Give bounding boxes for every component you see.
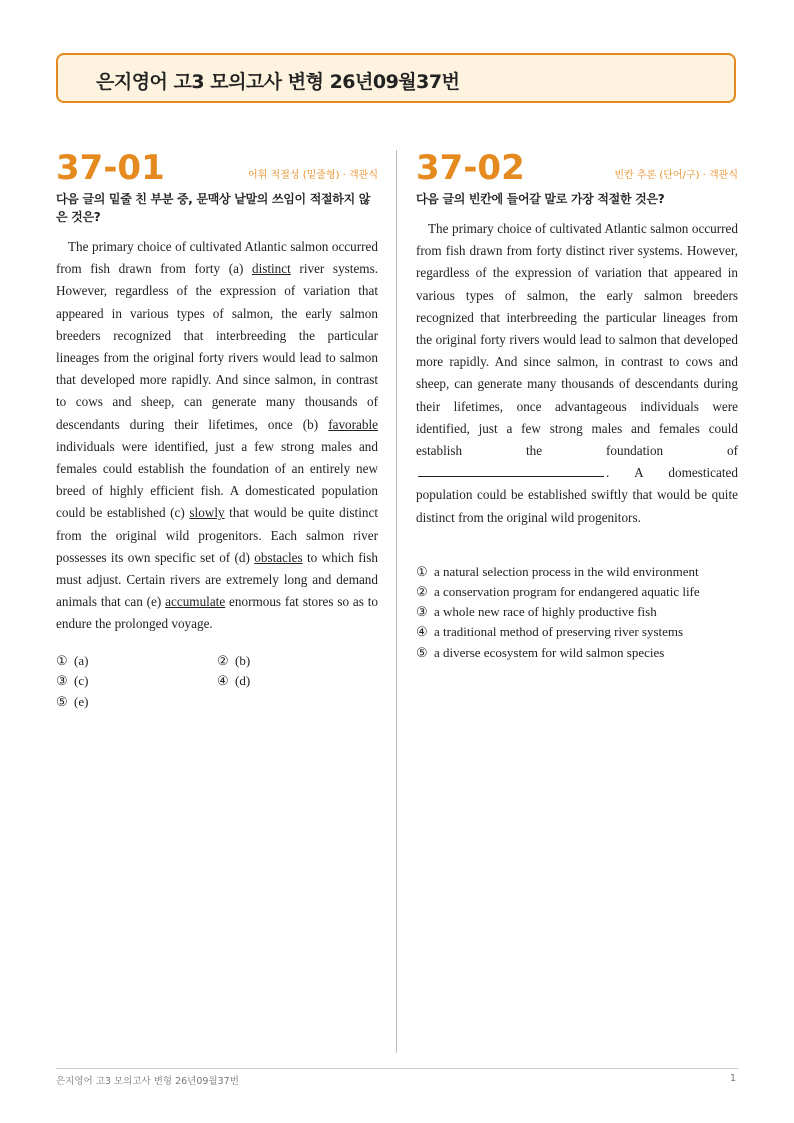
option-text: (d) [235, 673, 251, 689]
option-mark: ⑤ [56, 693, 68, 709]
option-text: (e) [74, 693, 89, 709]
question-header [56, 150, 378, 188]
passage-text: The primary choice of cultivated Atlantic salmon occurred from fish drawn from forty distinct river systems. However, regardless of the expression of variation that appeared in various types of salmon, the early salmon breeders recognized that interbreeding the particular lineages from the original forty rivers would lead to salmon that developed more rapidly. And since salmon, in contrast to cows and sheep, can generate many thousands of descendants during their lifetimes, once advantageous individuals were identified, just a few strong males and females could establish the foundation of [416, 221, 738, 459]
option-3[interactable] [416, 602, 738, 622]
passage [416, 218, 738, 529]
passage-text: enormous fat stores so as to endure the prolonged voyage. [56, 594, 378, 632]
page-title: 은지영어 고3 모의고사 변형 26년09월37번 [96, 71, 460, 93]
option-5[interactable] [56, 692, 224, 713]
question-number: 37-01 [56, 148, 165, 188]
page-number: 1 [729, 1073, 736, 1084]
option-mark: ③ [56, 673, 68, 689]
passage-text: The primary choice of cultivated Atlantic salmon occurred from fish drawn from forty (a) [56, 239, 378, 277]
option-mark: ② [217, 652, 229, 668]
option-4[interactable] [217, 671, 378, 692]
column-divider [396, 150, 397, 1053]
underlined-c: slowly [189, 505, 225, 521]
option-mark: ④ [416, 624, 428, 640]
underlined-d: obstacles [254, 549, 303, 565]
answer-options [416, 562, 738, 663]
option-text: a whole new race of highly productive fish [434, 604, 657, 620]
question-type: 빈칸 추론 (단어/구) · 객관식 [614, 170, 738, 181]
option-1[interactable] [56, 651, 217, 672]
option-text: a traditional method of preserving river systems [434, 624, 684, 640]
option-mark: ③ [416, 604, 428, 620]
question-prompt: 다음 글의 빈칸에 들어갈 말로 가장 적절한 것은? [416, 192, 665, 206]
footer-divider [56, 1068, 738, 1069]
passage [56, 236, 378, 636]
option-text: a diverse ecosystem for wild salmon species [434, 644, 665, 660]
underlined-a: distinct [251, 261, 291, 277]
option-text: (b) [235, 652, 251, 668]
option-text: a natural selection process in the wild environment [434, 563, 699, 579]
passage-text: individuals were identified, just a few strong males and females could establish the foundation of an entirely new breed of highly efficient fish. A domesticated population could be established (c) [56, 438, 378, 521]
option-2[interactable] [416, 582, 738, 602]
answer-blank [418, 464, 604, 477]
option-mark: ① [56, 652, 68, 668]
option-text: (c) [74, 673, 89, 689]
option-mark: ① [416, 563, 428, 579]
answer-options [56, 651, 378, 713]
option-2[interactable] [217, 651, 378, 672]
question-37-02 [416, 150, 738, 663]
passage-text: to which fish must adjust. Certain rivers are extremely long and demand animals that can (e) [56, 549, 378, 610]
title-banner [56, 53, 736, 103]
option-mark: ② [416, 584, 428, 600]
option-text: a conservation program for endangered aquatic life [434, 584, 700, 600]
question-header [416, 150, 738, 188]
underlined-e: accumulate [165, 594, 226, 610]
question-type: 어휘 적절성 (밑줄형) · 객관식 [248, 170, 378, 181]
option-1[interactable] [416, 562, 738, 582]
passage-text: that would be quite distinct from the original wild progenitors. Each salmon river possesses its own specific set of (d) [56, 505, 378, 565]
question-number: 37-02 [416, 148, 525, 188]
option-mark: ⑤ [416, 644, 428, 660]
option-mark: ④ [217, 673, 229, 689]
question-37-01 [56, 150, 378, 712]
passage-text: river systems. However, regardless of the expression of variation that appeared in various types of salmon, the early salmon breeders recognized that interbreeding the particular lineages from the original forty rivers would lead to salmon that developed more rapidly. And since salmon, in contrast to cows and sheep, can generate many thousands of descendants during their lifetimes, once (b) [56, 261, 378, 432]
option-3[interactable] [56, 671, 217, 692]
option-text: (a) [74, 652, 89, 668]
footer-title: 은지영어 고3 모의고사 변형 26년09월37번 [56, 1076, 239, 1087]
option-5[interactable] [416, 643, 738, 663]
passage-text: . A domesticated population could be established swiftly that would be quite distinct from the original wild progenitors. [416, 465, 738, 525]
option-4[interactable] [416, 622, 738, 642]
question-prompt: 다음 글의 밑줄 친 부분 중, 문맥상 낱말의 쓰임이 적절하지 않은 것은? [56, 192, 371, 224]
underlined-b: favorable [328, 416, 378, 432]
